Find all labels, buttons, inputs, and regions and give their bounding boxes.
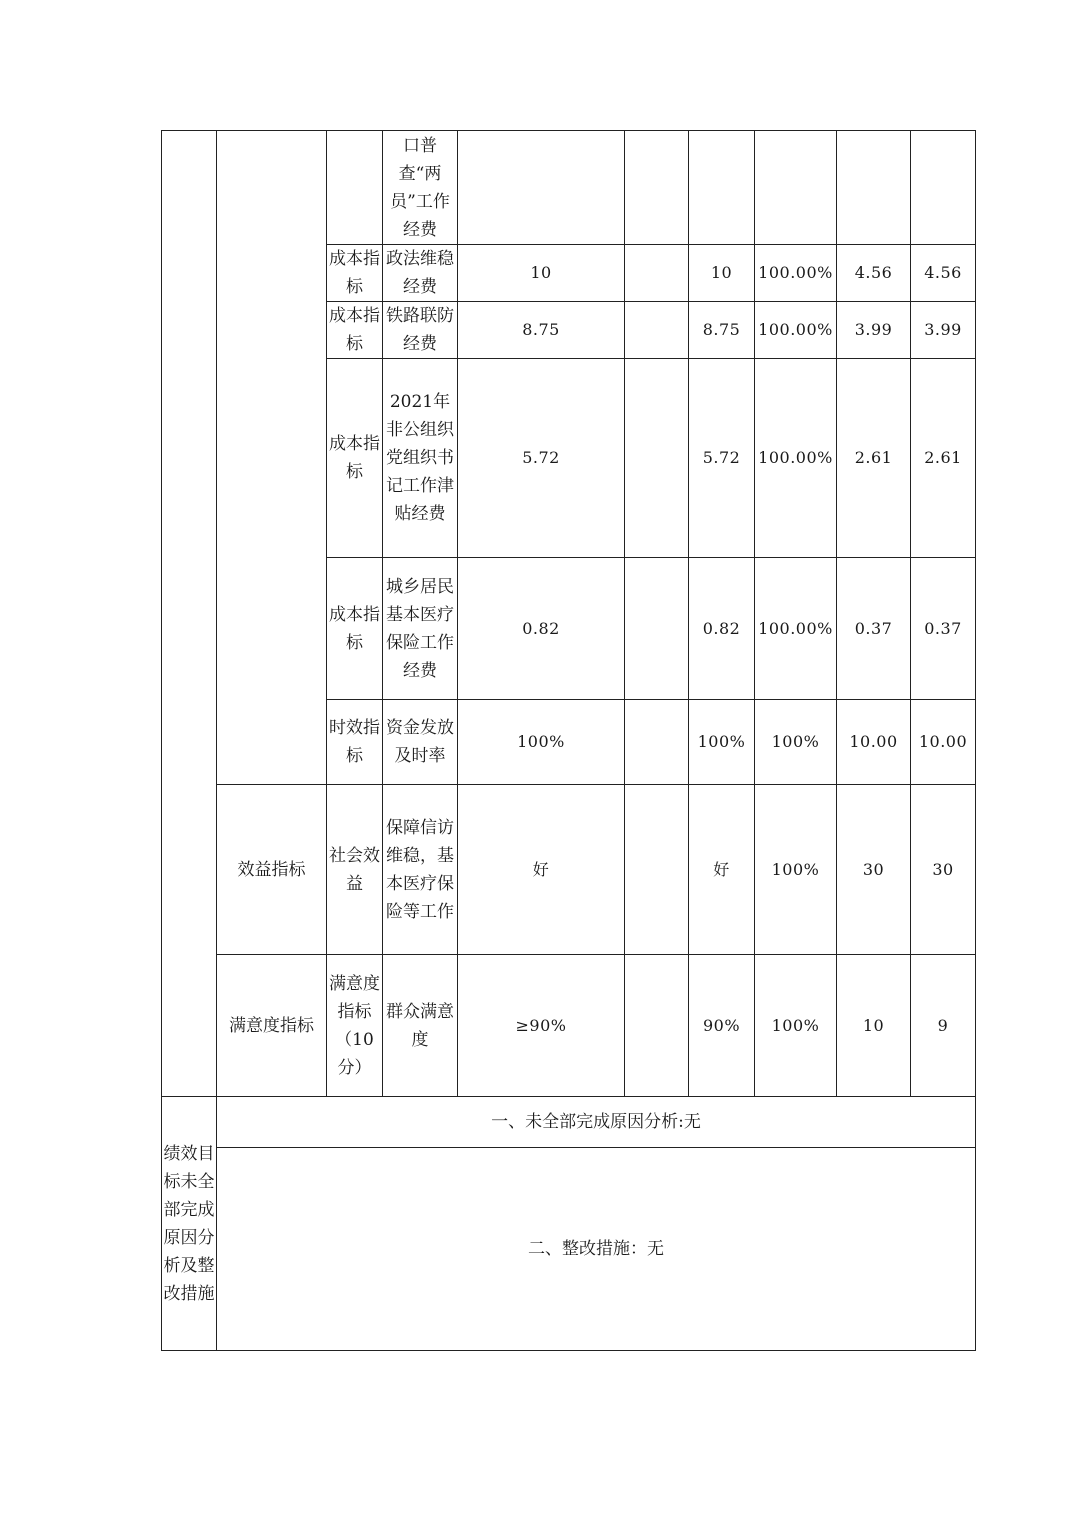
annual-target: 好 xyxy=(458,785,625,955)
weight-value: 2.61 xyxy=(837,359,911,558)
weight-value: 10 xyxy=(837,955,911,1097)
score-value: 10.00 xyxy=(911,700,976,785)
corrective-measures: 二、整改措施：无 xyxy=(217,1148,976,1351)
annual-target: 100% xyxy=(458,700,625,785)
completion-rate: 100.00% xyxy=(755,558,837,700)
performance-table xyxy=(161,130,976,1351)
level1-cell xyxy=(162,131,217,1097)
table-row xyxy=(162,131,976,245)
table-row xyxy=(162,785,976,955)
actual-value: 5.72 xyxy=(689,359,755,558)
level3-cell: 成本指标 xyxy=(327,359,383,558)
actual-value xyxy=(689,131,755,245)
weight-value xyxy=(837,131,911,245)
weight-value: 3.99 xyxy=(837,302,911,359)
empty-cell xyxy=(625,785,689,955)
indicator-name: 政法维稳经费 xyxy=(383,245,458,302)
weight-value: 10.00 xyxy=(837,700,911,785)
annual-target: 10 xyxy=(458,245,625,302)
indicator-name: 城乡居民基本医疗保险工作经费 xyxy=(383,558,458,700)
actual-value: 100% xyxy=(689,700,755,785)
score-value xyxy=(911,131,976,245)
empty-cell xyxy=(625,700,689,785)
completion-rate: 100.00% xyxy=(755,245,837,302)
score-value: 2.61 xyxy=(911,359,976,558)
empty-cell xyxy=(625,302,689,359)
actual-value: 0.82 xyxy=(689,558,755,700)
annual-target: 8.75 xyxy=(458,302,625,359)
table-row xyxy=(162,955,976,1097)
annual-target: 0.82 xyxy=(458,558,625,700)
weight-value: 30 xyxy=(837,785,911,955)
level3-cell: 成本指标 xyxy=(327,245,383,302)
indicator-name: 群众满意度 xyxy=(383,955,458,1097)
level3-cell: 社会效益 xyxy=(327,785,383,955)
empty-cell xyxy=(625,245,689,302)
empty-cell xyxy=(625,359,689,558)
reason-analysis: 一、未全部完成原因分析:无 xyxy=(217,1097,976,1148)
empty-cell xyxy=(625,558,689,700)
table-row xyxy=(162,1148,976,1351)
annual-target xyxy=(458,131,625,245)
weight-value: 4.56 xyxy=(837,245,911,302)
table-row xyxy=(162,1097,976,1148)
level3-cell: 成本指标 xyxy=(327,302,383,359)
analysis-label: 绩效目标未全部完成原因分析及整改措施 xyxy=(162,1097,217,1351)
actual-value: 8.75 xyxy=(689,302,755,359)
level2-cell xyxy=(217,131,327,785)
actual-value: 10 xyxy=(689,245,755,302)
completion-rate: 100.00% xyxy=(755,359,837,558)
indicator-name: 口普查“两员”工作经费 xyxy=(383,131,458,245)
completion-rate xyxy=(755,131,837,245)
level2-cell: 满意度指标 xyxy=(217,955,327,1097)
level3-cell: 成本指标 xyxy=(327,558,383,700)
completion-rate: 100% xyxy=(755,785,837,955)
completion-rate: 100.00% xyxy=(755,302,837,359)
annual-target: 5.72 xyxy=(458,359,625,558)
indicator-name: 铁路联防经费 xyxy=(383,302,458,359)
score-value: 4.56 xyxy=(911,245,976,302)
actual-value: 好 xyxy=(689,785,755,955)
score-value: 3.99 xyxy=(911,302,976,359)
weight-value: 0.37 xyxy=(837,558,911,700)
actual-value: 90% xyxy=(689,955,755,1097)
level3-cell xyxy=(327,131,383,245)
empty-cell xyxy=(625,955,689,1097)
annual-target: ≥90% xyxy=(458,955,625,1097)
empty-cell xyxy=(625,131,689,245)
score-value: 0.37 xyxy=(911,558,976,700)
indicator-name: 保障信访维稳，基本医疗保险等工作 xyxy=(383,785,458,955)
score-value: 30 xyxy=(911,785,976,955)
score-value: 9 xyxy=(911,955,976,1097)
indicator-name: 资金发放及时率 xyxy=(383,700,458,785)
completion-rate: 100% xyxy=(755,700,837,785)
indicator-name: 2021年非公组织党组织书记工作津贴经费 xyxy=(383,359,458,558)
completion-rate: 100% xyxy=(755,955,837,1097)
level3-cell: 满意度指标（10分） xyxy=(327,955,383,1097)
level2-cell: 效益指标 xyxy=(217,785,327,955)
level3-cell: 时效指标 xyxy=(327,700,383,785)
